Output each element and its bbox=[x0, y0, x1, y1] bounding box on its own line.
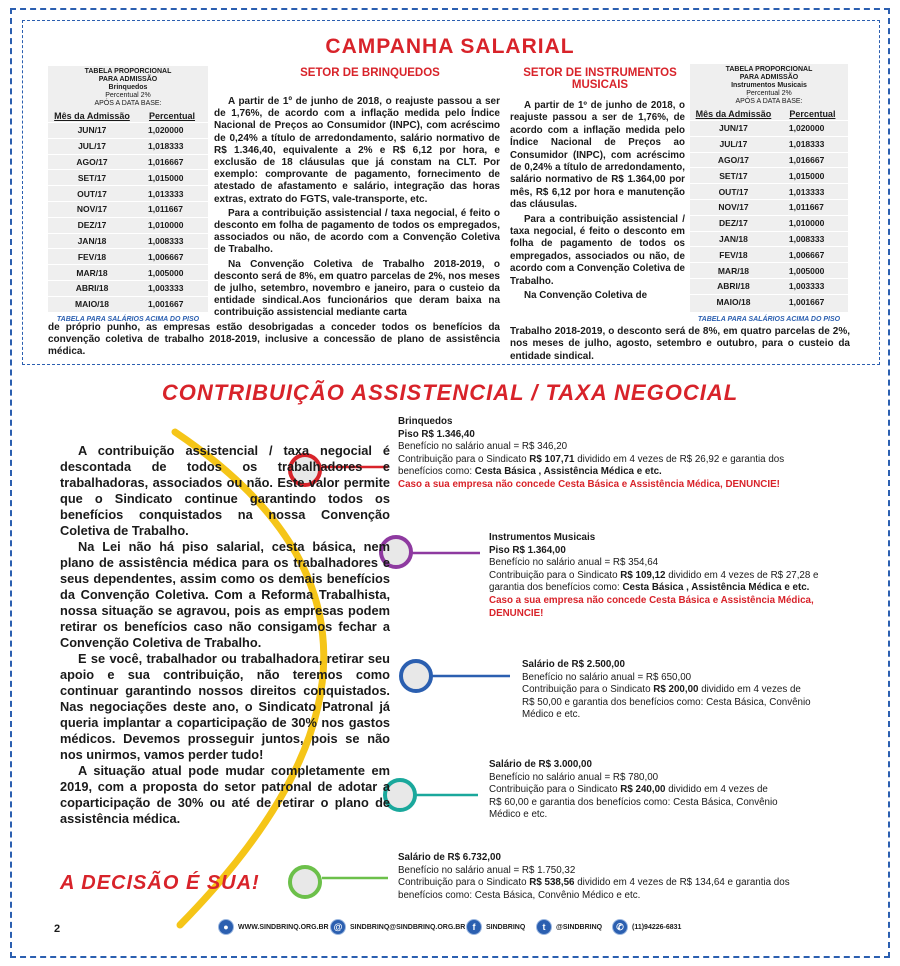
footer-email[interactable] bbox=[330, 919, 465, 935]
table-footnote: TABELA PARA SALÁRIOS ACIMA DO PISO bbox=[697, 316, 841, 323]
table-head-line: PARA ADMISSÃO bbox=[739, 74, 799, 81]
percent-cell: 1,018333 bbox=[136, 138, 208, 154]
item-subheading: Piso R$ 1.364,00 bbox=[489, 544, 566, 556]
month-cell: ABRI/18 bbox=[690, 278, 777, 294]
paragraph: A contribuição assistencial / taxa negocial é descontada de todos os trabalhadores e trabalhadoras, associados ou não. Este valor permite que o Sindicato continue garantindo todos os benefícios conquistados na nossa Convenção Coletiva de Trabalho. bbox=[60, 443, 390, 538]
site-link[interactable]: WWW.SINDBRINQ.ORG.BR bbox=[238, 923, 329, 931]
denuncie-warning: Caso a sua empresa não concede Cesta Básica e Assistência Médica, bbox=[489, 594, 814, 606]
paragraph: Na Lei não há piso salarial, cesta básica, nem plano de assistência médica para os trabalhadores e seus dependentes, assim como os demais benefícios da Convenção Coletiva. Com a Reforma Trabalhista, nossa situação se agravou, pois as empresas podem retirar os benefícios caso não consigamos fechar a Convenção Coletiva de Trabalho. bbox=[60, 539, 390, 650]
table-head-line: PARA ADMISSÃO bbox=[98, 76, 158, 83]
denuncie-warning: Caso a sua empresa não concede Cesta Básica e Assistência Médica, DENUNCIE! bbox=[398, 478, 780, 490]
percent-cell: 1,003333 bbox=[136, 280, 208, 296]
footer-twitter[interactable] bbox=[536, 919, 602, 935]
page-title: CAMPANHA SALARIAL bbox=[325, 35, 575, 58]
item-line bbox=[398, 454, 838, 467]
month-cell: MAIO/18 bbox=[690, 294, 777, 310]
table-head-line: TABELA PROPORCIONAL bbox=[84, 68, 172, 75]
month-cell: JUL/17 bbox=[48, 138, 136, 154]
paragraph: A partir de 1º de junho de 2018, o reajuste passou a ser de 1,76%, de acordo com a inflação medida pelo Índice Nacional de Preços ao Consumidor (INPC), com acréscimo de 0,24% a título de arredondamento, salário normativo de R$ 1.346,40, equivalente a 2% e R$ 6,12 por hora, e exclusão de 18 cláusulas que já constam na CLT. Por exemplo: comprovante de pagamento, fornecimento de atestado de afastamento e salário, integração das horas extras, extrato do FGTS, vale-transporte, etc. bbox=[214, 96, 500, 205]
col-header: Mês da Admissão bbox=[695, 109, 772, 119]
text: dividido em 4 vezes de R$ 27,28 e bbox=[665, 569, 819, 581]
amount: R$ 200,00 bbox=[653, 684, 699, 696]
paragraph: A partir de 1º de junho de 2018, o reajuste passou a ser de 1,76%, de acordo com a inflação medida pelo Índice Nacional de Preços ao Consumidor (INPC), com acréscimo de 0,24% a título de arredondamento, salário normativo de R$ 1.364,00 por mês, R$ 6,12 por hora e manutenção das cláusulas. bbox=[510, 100, 685, 211]
text: Contribuição para o Sindicato bbox=[522, 684, 654, 696]
email-link[interactable]: SINDBRINQ@SINDBRINQ.ORG.BR bbox=[350, 923, 466, 931]
item-line: Benefício no salário anual = R$ 650,00 bbox=[522, 671, 692, 683]
item-line: Benefício no salário anual = R$ 780,00 bbox=[489, 771, 659, 783]
paragraph: E se você, trabalhador ou trabalhadora, retirar seu apoio e sua contribuição, não teremos como continuar garantindo nossos direitos conquistados. Nas negociações deste ano, o Sindicato Patronal já queria implantar a coparticipação de 30% nos gastos médicos. Devemos prosseguir juntos, pois se não nos unirmos, vamos perder tudo! bbox=[60, 651, 390, 762]
table-sub-line: Percentual 2% bbox=[105, 92, 151, 99]
text: Contribuição para o Sindicato bbox=[489, 569, 621, 581]
amount: R$ 240,00 bbox=[620, 784, 666, 796]
page-number: 2 bbox=[54, 923, 61, 935]
col-header: Percentual bbox=[789, 109, 836, 119]
timeline-node-5 bbox=[290, 867, 388, 897]
paragraph: Na Convenção Coletiva de Trabalho 2018-2019, o desconto será de 8%, em quatro parcelas de 2%, nos meses de julho, setembro, novembro e janeiro, para o custeio da entidade sindical.Aos funcionários que deram baixa na contribuição assistencial mediante carta bbox=[214, 258, 500, 319]
at-icon: @ bbox=[330, 919, 346, 935]
text: Cesta Básica , Assistência Médica e etc. bbox=[622, 582, 810, 594]
percent-cell: 1,011667 bbox=[777, 199, 848, 215]
whatsapp-icon: ✆ bbox=[612, 919, 628, 935]
item-heading: Instrumentos Musicais bbox=[489, 532, 596, 543]
month-cell: AGO/17 bbox=[690, 152, 777, 168]
month-cell: FEV/18 bbox=[690, 247, 777, 263]
table-head-line: Instrumentos Musicais bbox=[731, 82, 807, 89]
percent-cell: 1,010000 bbox=[777, 215, 848, 231]
month-cell: ABRI/18 bbox=[48, 280, 136, 296]
month-cell: JAN/18 bbox=[48, 233, 136, 249]
month-cell: FEV/18 bbox=[48, 249, 136, 265]
footer-facebook[interactable] bbox=[466, 919, 525, 935]
benefit-item-6732 bbox=[398, 852, 838, 902]
timeline-node-4 bbox=[385, 780, 478, 810]
text: dividido em 4 vezes de R$ 134,64 e garantia dos bbox=[574, 877, 790, 889]
month-cell: SET/17 bbox=[48, 170, 136, 186]
sector-brinquedos-title: SETOR DE BRINQUEDOS bbox=[300, 67, 440, 79]
item-line bbox=[398, 877, 838, 890]
percent-cell: 1,003333 bbox=[777, 278, 848, 294]
percent-cell: 1,010000 bbox=[136, 217, 208, 233]
item-line: benefícios como: Cesta Básica, Convênio Médico e etc. bbox=[398, 889, 641, 901]
month-cell: MAR/18 bbox=[690, 263, 777, 279]
percent-cell: 1,015000 bbox=[777, 168, 848, 184]
text: dividido em 4 vezes de R$ 26,92 e garantia dos bbox=[574, 453, 785, 465]
percent-cell: 1,020000 bbox=[777, 121, 848, 137]
text: Cesta Básica , Assistência Médica e etc. bbox=[474, 466, 662, 478]
text: dividido em 4 vezes de bbox=[698, 684, 801, 696]
text: Contribuição para o Sindicato bbox=[398, 877, 530, 889]
benefit-item-2500 bbox=[522, 659, 842, 722]
twitter-link[interactable]: @SINDBRINQ bbox=[556, 923, 603, 931]
month-cell: OUT/17 bbox=[48, 186, 136, 202]
col-header: Percentual bbox=[148, 111, 196, 121]
item-heading: Salário de R$ 6.732,00 bbox=[398, 852, 501, 863]
percent-cell: 1,001667 bbox=[136, 296, 208, 312]
text: benefícios como: bbox=[398, 466, 475, 478]
percent-cell: 1,008333 bbox=[136, 233, 208, 249]
month-cell: MAIO/18 bbox=[48, 296, 136, 312]
item-line bbox=[489, 570, 849, 583]
timeline-node-3 bbox=[401, 661, 510, 691]
table-footnote: TABELA PARA SALÁRIOS ACIMA DO PISO bbox=[56, 316, 200, 323]
item-line bbox=[489, 582, 849, 595]
benefit-item-instrumentos bbox=[489, 532, 849, 620]
benefit-item-3000 bbox=[489, 759, 819, 822]
item-line: Benefício no salário anual = R$ 354,64 bbox=[489, 557, 659, 569]
percent-cell: 1,006667 bbox=[136, 249, 208, 265]
item-line: R$ 60,00 e garantia dos benefícios como: Cesta Básica, Convênio bbox=[489, 796, 778, 808]
globe-icon: ● bbox=[218, 919, 234, 935]
month-cell: JUL/17 bbox=[690, 136, 777, 152]
contribution-text bbox=[60, 443, 390, 827]
denuncie-warning: DENUNCIE! bbox=[489, 607, 544, 619]
paragraph: Na Convenção Coletiva de bbox=[524, 290, 648, 302]
percent-cell: 1,016667 bbox=[777, 152, 848, 168]
percent-cell: 1,015000 bbox=[136, 170, 208, 186]
month-cell: JUN/17 bbox=[48, 123, 136, 139]
percent-cell: 1,018333 bbox=[777, 136, 848, 152]
month-cell: SET/17 bbox=[690, 168, 777, 184]
month-cell: MAR/18 bbox=[48, 265, 136, 281]
percent-cell: 1,005000 bbox=[136, 265, 208, 281]
item-line: Médico e etc. bbox=[489, 809, 548, 821]
amount: R$ 538,56 bbox=[529, 877, 575, 889]
sector-brinquedos-text-cont: de próprio punho, as empresas estão desobrigadas a conceder todos os benefícios da convenção coletiva de trabalho 2018-2019, inclusive a concessão de plano de assistência médica. bbox=[48, 322, 500, 357]
sector-instrumentos-text-cont: Trabalho 2018-2019, o desconto será de 8%, em quatro parcelas de 2%, nos meses de julho, agosto, setembro e outubro, para o custeio da entidade sindical. bbox=[510, 326, 850, 362]
item-line bbox=[522, 684, 842, 697]
paragraph: Para a contribuição assistencial / taxa negocial, é feito o desconto em folha de pagamento de todos os empregados, associados ou não, de acordo com a Convenção Coletiva de Trabalho. bbox=[510, 213, 685, 287]
benefit-item-brinquedos bbox=[398, 416, 838, 492]
amount: R$ 107,71 bbox=[529, 453, 575, 465]
text: Contribuição para o Sindicato bbox=[398, 453, 530, 465]
facebook-link[interactable]: SINDBRINQ bbox=[486, 923, 526, 931]
month-cell: JAN/18 bbox=[690, 231, 777, 247]
percent-cell: 1,006667 bbox=[777, 247, 848, 263]
paragraph: A situação atual pode mudar completamente em 2019, com a proposta do setor patronal de adotar a coparticipação de 30% ou até de retirar o plano de assistência médica. bbox=[60, 763, 390, 826]
table-sub-line: Percentual 2% bbox=[746, 90, 792, 97]
month-cell: NOV/17 bbox=[48, 201, 136, 217]
section-title: CONTRIBUIÇÃO ASSISTENCIAL / TAXA NEGOCIAL bbox=[161, 380, 739, 405]
percent-cell: 1,013333 bbox=[136, 186, 208, 202]
item-line: Benefício no salário anual = R$ 1.750,32 bbox=[398, 864, 576, 876]
table-sub-line: APÓS A DATA BASE: bbox=[735, 98, 803, 105]
item-heading: Salário de R$ 3.000,00 bbox=[489, 759, 592, 770]
facebook-icon: f bbox=[466, 919, 482, 935]
percent-cell: 1,020000 bbox=[136, 123, 208, 139]
month-cell: AGO/17 bbox=[48, 154, 136, 170]
table-sub-line: APÓS A DATA BASE: bbox=[94, 100, 162, 107]
month-cell: DEZ/17 bbox=[48, 217, 136, 233]
month-cell: NOV/17 bbox=[690, 199, 777, 215]
item-heading: Salário de R$ 2.500,00 bbox=[522, 659, 625, 670]
twitter-icon: t bbox=[536, 919, 552, 935]
percent-cell: 1,005000 bbox=[777, 263, 848, 279]
item-line: R$ 50,00 e garantia dos benefícios como: Cesta Básica, Convênio bbox=[522, 696, 811, 708]
item-subheading: Piso R$ 1.346,40 bbox=[398, 428, 475, 440]
footer-site[interactable] bbox=[218, 919, 329, 935]
percent-cell: 1,013333 bbox=[777, 184, 848, 200]
month-cell: DEZ/17 bbox=[690, 215, 777, 231]
item-line bbox=[489, 784, 819, 797]
percent-cell: 1,008333 bbox=[777, 231, 848, 247]
text: dividido em 4 vezes de bbox=[665, 784, 768, 796]
text: Contribuição para o Sindicato bbox=[489, 784, 621, 796]
timeline-node-2 bbox=[381, 537, 480, 567]
phone-link[interactable]: (11)94226-6831 bbox=[632, 923, 682, 931]
month-cell: JUN/17 bbox=[690, 121, 777, 137]
item-heading: Brinquedos bbox=[398, 416, 453, 427]
paragraph: Para a contribuição assistencial / taxa negocial, é feito o desconto em folha de pagamento de todos os empregados, associados ou não, de acordo com a Convenção Coletiva de Trabalho. bbox=[214, 207, 500, 256]
col-header: Mês da Admissão bbox=[54, 111, 130, 121]
table-head-line: TABELA PROPORCIONAL bbox=[725, 66, 813, 73]
item-line: Benefício no salário anual = R$ 346,20 bbox=[398, 441, 568, 453]
footer-whatsapp[interactable] bbox=[612, 919, 681, 935]
percent-cell: 1,011667 bbox=[136, 201, 208, 217]
item-line bbox=[398, 466, 838, 479]
percent-cell: 1,016667 bbox=[136, 154, 208, 170]
item-line: Médico e etc. bbox=[522, 709, 581, 721]
text: garantia dos benefícios como: bbox=[489, 582, 623, 594]
amount: R$ 109,12 bbox=[620, 569, 666, 581]
decision-slogan: A DECISÃO É SUA! bbox=[60, 872, 260, 894]
percent-cell: 1,001667 bbox=[777, 294, 848, 310]
month-cell: OUT/17 bbox=[690, 184, 777, 200]
sector-instrumentos-title: SETOR DE INSTRUMENTOS MUSICAIS bbox=[523, 67, 677, 91]
table-head-line: Brinquedos bbox=[108, 84, 148, 91]
